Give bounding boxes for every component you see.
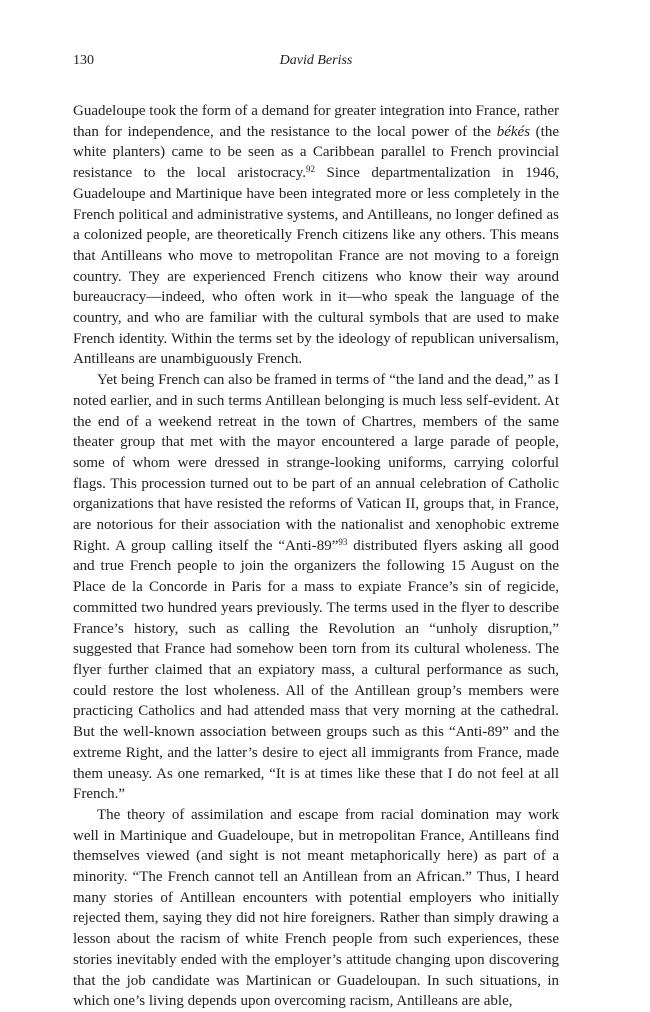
paragraph-2 (73, 370, 559, 805)
paragraph-2-text-start: Yet being French can also be framed in terms of “the land and the dead,” as I noted earlier, and in such terms Antillean belonging is much less self-evident. At the end of a weekend retreat in the town of Chartres, members of the same theater group that met with the mayor encountered a large parade of people, some of whom were dressed in strange-looking uniforms, carrying colorful flags. This procession turned out to be part of an annual celebration of Catholic organizations that have resisted the reforms of Vatican II, groups that, in France, are notorious for their association with the nationalist and xenophobic extreme Right. A group calling itself the “Anti-89” (73, 372, 559, 554)
paragraph-1-text-middle: (the white planters) came to be seen as a Caribbean parallel to French provincial resistance to the local aristocracy. (73, 123, 559, 182)
paragraph-3: The theory of assimilation and escape from racial domination may work well in Martinique and Guadeloupe, but in metropolitan France, Antilleans find themselves viewed (and sight is not meant metaphorically here) as part of a minority. “The French cannot tell an Antillean from an African.” Thus, I heard many stories of Antillean encounters with potential employers who initially rejected them, saying they did not hire foreigners. Rather than simply drawing a lesson about the racism of white French people from such experiences, these stories inevitably ended with the employer’s attitude changing upon discovering that the job candidate was Martinican or Guadeloupan. In such situations, in which one’s living depends upon overcoming racism, Antilleans are able, (73, 806, 559, 1010)
running-head-author: David Beriss (279, 53, 353, 68)
paragraph-1 (73, 101, 559, 370)
body-text (73, 101, 559, 1012)
page-number: 130 (73, 53, 94, 68)
footnote-marker-92: 92 (306, 164, 315, 175)
footnote-marker-93: 93 (338, 536, 348, 547)
paragraph-1-text-start: Guadeloupe took the form of a demand for greater integration into France, rather than for independence, and the resistance to the local power of the (73, 103, 559, 140)
paragraph-1-text-end: Since departmentalization in 1946, Guadeloupe and Martinique have been integrated more or less completely in the French political and administrative systems, and Antilleans, no longer defined as a colonized people, are theoretically French citizens like any others. This means that Antilleans who move to metropolitan France are not moving to a foreign country. They are experienced French citizens who know their way around bureaucracy—indeed, who often work in it—who speak the language of the country, and who are familiar with the cultural symbols that are used to make French identity. Within the terms set by the ideology of republican universalism, Antilleans are unambiguously French. (73, 165, 559, 368)
running-head (73, 51, 559, 71)
paragraph-2-text-end: distributed flyers asking all good and true French people to join the organizers the following 15 August on the Place de la Concorde in Paris for a mass to expiate France’s sin of regicide, committed two hundred years previously. The terms used in the flyer to describe France’s history, such as calling the Revolution an “unholy disruption,” suggested that France had somehow been torn from its cultural wholeness. The flyer further claimed that an expiatory mass, a cultural performance as such, could restore the lost wholeness. All of the Antillean group’s members were practicing Catholics and had attended mass that very morning at the cathedral. But the well-known association between groups such as this “Anti-89” and the extreme Right, and the latter’s desire to eject all immigrants from France, made them uneasy. As one remarked, “It is at times like these that I do not feel at all French.” (73, 537, 559, 803)
italic-term-bekes: békés (496, 123, 531, 140)
